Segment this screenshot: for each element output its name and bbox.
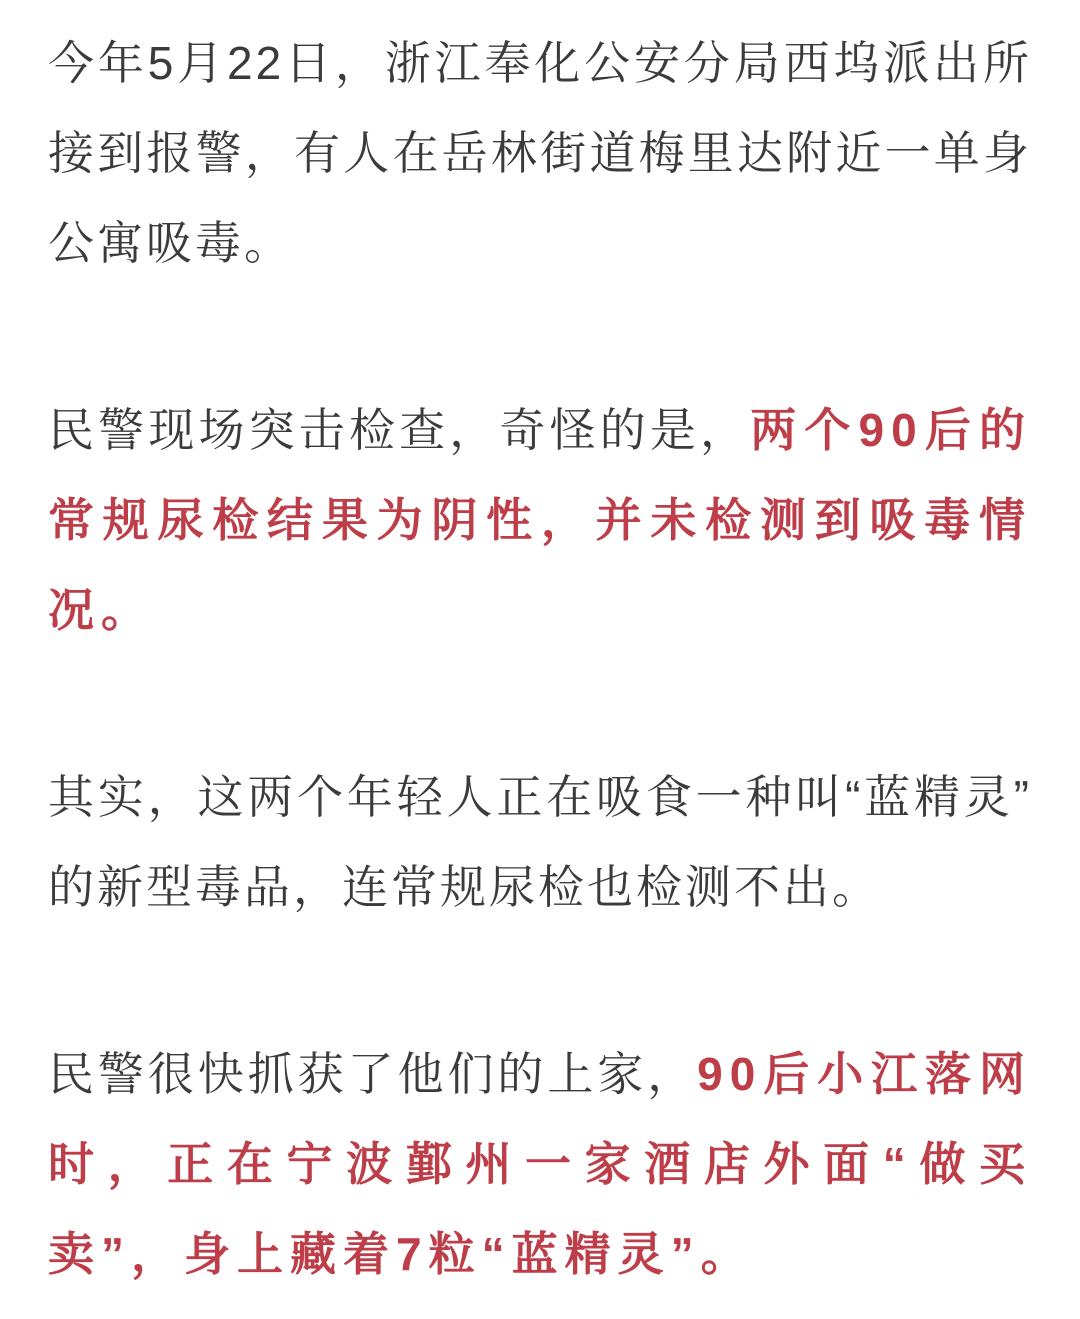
emphasis-run: 两个90后的常规尿检结果为阴性，并未检测到吸毒情况。 (48, 404, 1032, 636)
text-run: 今年5月22日，浙江奉化公安分局西坞派出所接到报警，有人在岳林街道梅里达附近一单身公寓吸毒。 (48, 37, 1032, 269)
paragraph-3 (48, 752, 1032, 932)
paragraph-4 (48, 1029, 1032, 1299)
article-body (48, 18, 1032, 1299)
emphasis-run: 90后小江落网时，正在宁波鄞州一家酒店外面“做买卖”，身上藏着7粒“蓝精灵”。 (48, 1048, 1032, 1280)
paragraph-2 (48, 385, 1032, 655)
paragraph-1 (48, 18, 1032, 288)
text-run: 民警现场突击检查，奇怪的是， (48, 404, 751, 456)
text-run: 民警很快抓获了他们的上家， (48, 1048, 698, 1100)
text-run: 其实，这两个年轻人正在吸食一种叫“蓝精灵”的新型毒品，连常规尿检也检测不出。 (48, 771, 1032, 913)
